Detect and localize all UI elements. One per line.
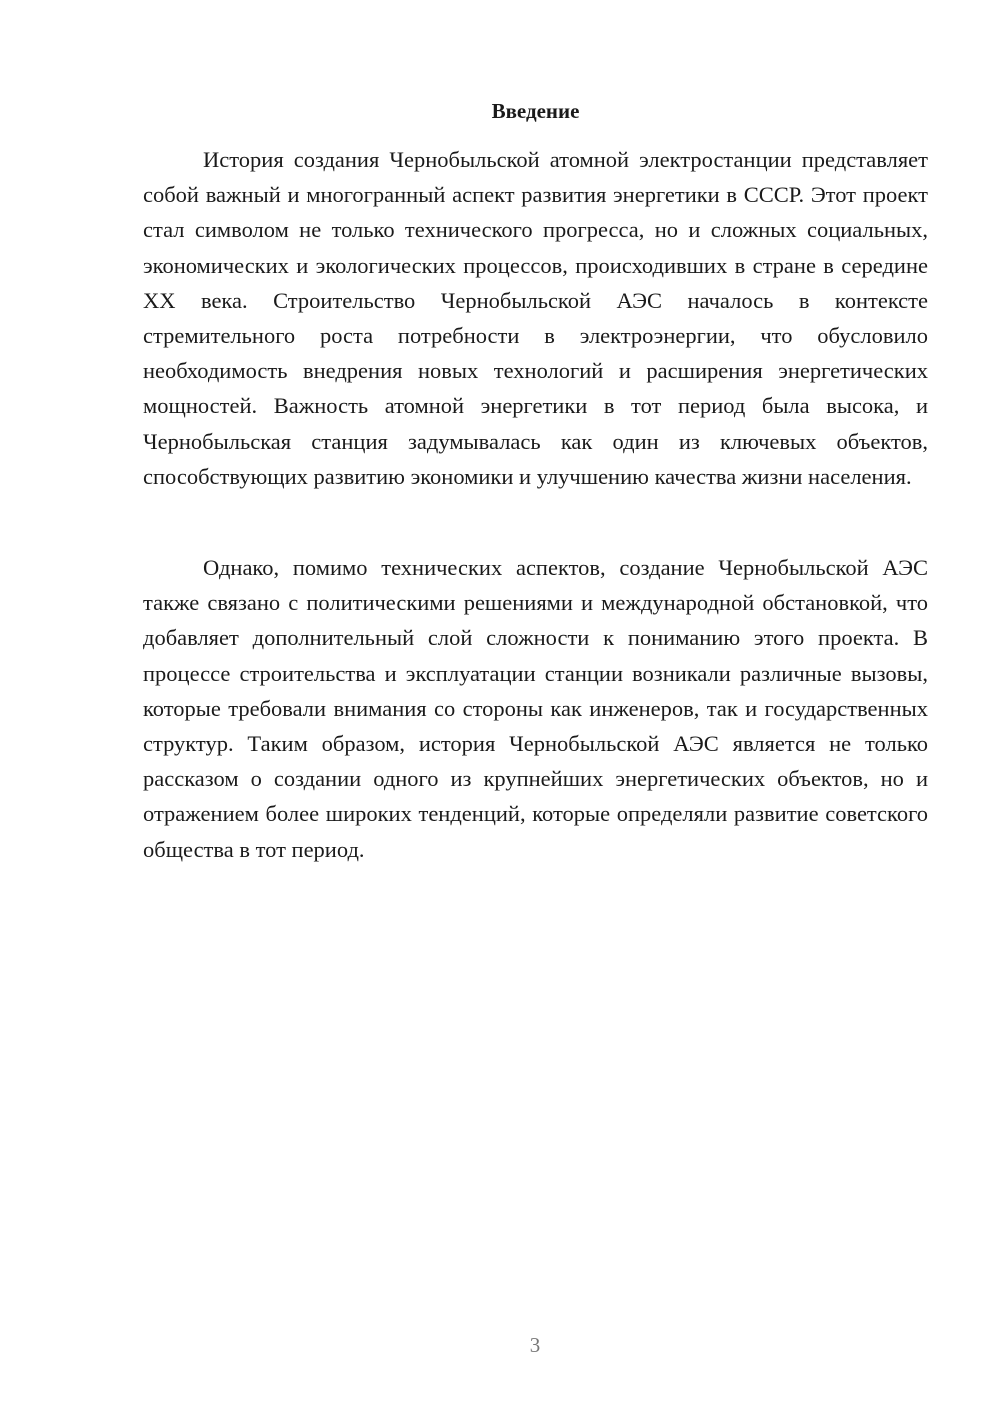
paragraph-1: История создания Чернобыльской атомной электростанции представляет собой важный и многогранный аспект развития энергетики в СССР. Этот проект стал символом не только технического прогресса, но и сложных социальных, экономических и экологических процессов, происходивших в стране в середине XX века. Строительство Чернобыльской АЭС началось в контексте стремительного роста потребности в электроэнергии, что обусловило необходимость внедрения новых технологий и расширения энергетических мощностей. Важность атомной энергетики в тот период была высока, и Чернобыльская станция задумывалась как один из ключевых объектов, способствующих развитию экономики и улучшению качества жизни населения.	[143, 147, 928, 489]
page-number: 3	[529, 1333, 541, 1357]
paragraph-2: Однако, помимо технических аспектов, создание Чернобыльской АЭС также связано с политическими решениями и международной обстановкой, что добавляет дополнительный слой сложности к пониманию этого проекта. В процессе строительства и эксплуатации станции возникали различные вызовы, которые требовали внимания со стороны как инженеров, так и государственных структур. Таким образом, история Чернобыльской АЭС является не только рассказом о создании одного из крупнейших энергетических объектов, но и отражением более широких тенденций, которые определяли развитие советского общества в тот период.	[143, 555, 928, 862]
section-heading: Введение	[491, 99, 580, 123]
